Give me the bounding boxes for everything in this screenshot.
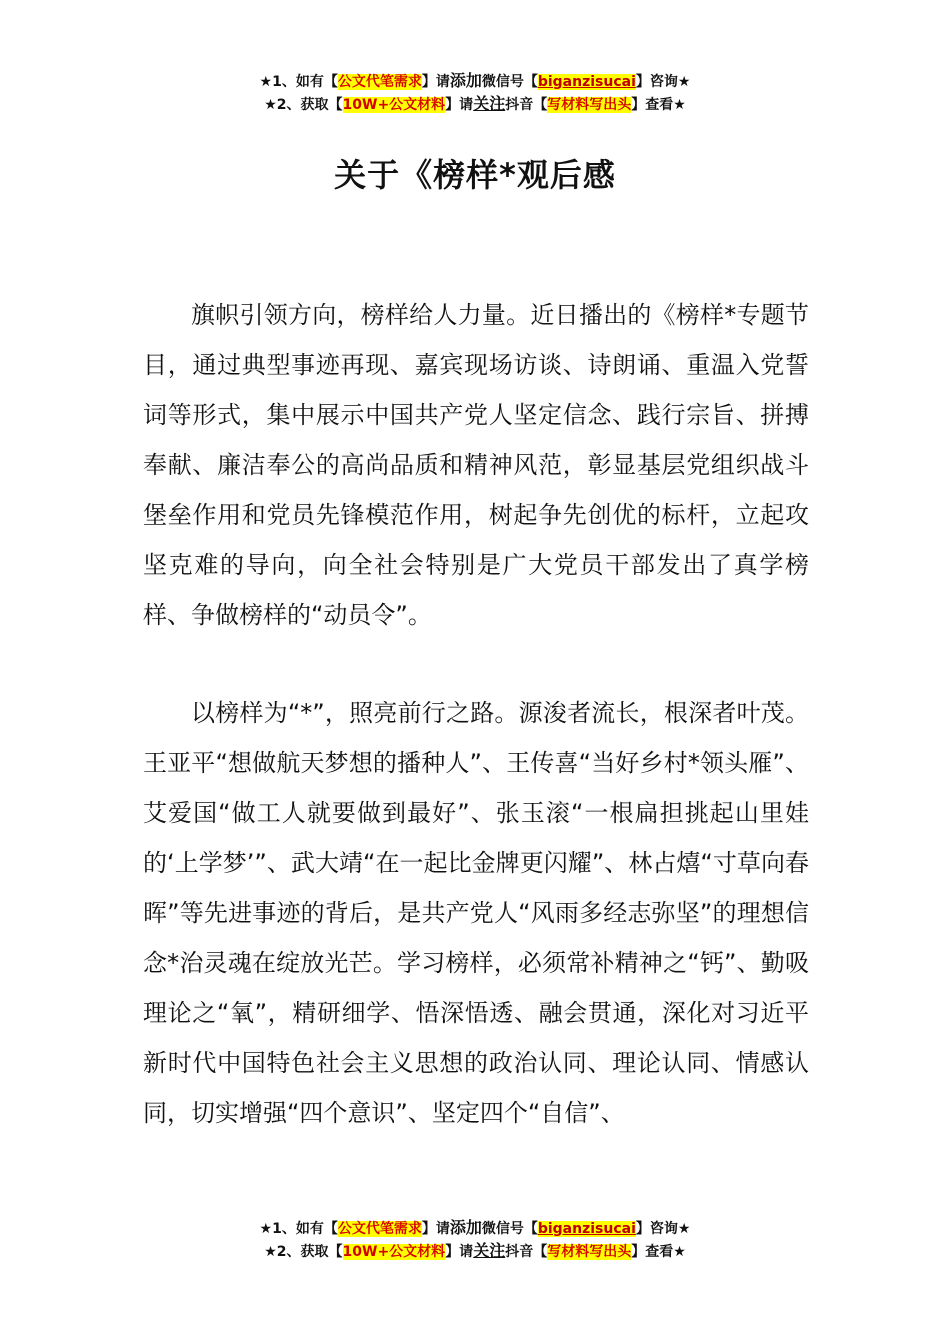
promo-line-2: ★2、获取【10W+公文材料】请关注抖音【写材料写出头】查看★ [264, 1241, 686, 1260]
document-title: 关于《榜样*观后感 [334, 156, 616, 194]
promo-line-2: ★2、获取【10W+公文材料】请关注抖音【写材料写出头】查看★ [264, 94, 686, 113]
paragraph-block-1 [143, 290, 809, 640]
douyin-id: 写材料写出头 [547, 1244, 632, 1260]
header-promo [0, 70, 950, 116]
footer-promo [0, 1217, 950, 1263]
promo-highlight: 10W+公文材料 [342, 97, 446, 113]
douyin-id: 写材料写出头 [547, 97, 632, 113]
body-paragraph: 旗帜引领方向，榜样给人力量。近日播出的《榜样*专题节目，通过典型事迹再现、嘉宾现场访谈、诗朗诵、重温入党誓词等形式，集中展示中国共产党人坚定信念、践行宗旨、拼搏奉献、廉洁奉公的高尚品质和精神风范，彰显基层党组织战斗堡垒作用和党员先锋模范作用，树起争先创优的标杆，立起攻坚克难的导向，向全社会特别是广大党员干部发出了真学榜样、争做榜样的“动员令”。 [143, 301, 809, 629]
body-paragraph: 以榜样为“*”，照亮前行之路。源浚者流长，根深者叶茂。王亚平“想做航天梦想的播种人”、王传喜“当好乡村*领头雁”、艾爱国“做工人就要做到最好”、张玉滚“一根扁担挑起山里娃的‘上学梦’”、武大靖“在一起比金牌更闪耀”、林占熺“寸草向春晖”等先进事迹的背后，是共产党人“风雨多经志弥坚”的理想信念*治灵魂在绽放光芒。学习榜样，必须常补精神之“钙”、勤吸理论之“氧”，精研细学、悟深悟透、融会贯通，深化对习近平新时代中国特色社会主义思想的政治认同、理论认同、情感认同，切实增强“四个意识”、坚定四个“自信”、 [143, 699, 809, 1127]
paragraph-block-2 [143, 688, 809, 1138]
promo-highlight: 公文代笔需求 [337, 74, 422, 90]
promo-highlight: 公文代笔需求 [337, 1221, 422, 1237]
promo-line-1: ★1、如有【公文代笔需求】请添加微信号【biganzisucai】咨询★ [259, 71, 691, 90]
wechat-id: biganzisucai [537, 74, 636, 90]
wechat-id: biganzisucai [537, 1221, 636, 1237]
promo-line-1: ★1、如有【公文代笔需求】请添加微信号【biganzisucai】咨询★ [259, 1218, 691, 1237]
promo-highlight: 10W+公文材料 [342, 1244, 446, 1260]
